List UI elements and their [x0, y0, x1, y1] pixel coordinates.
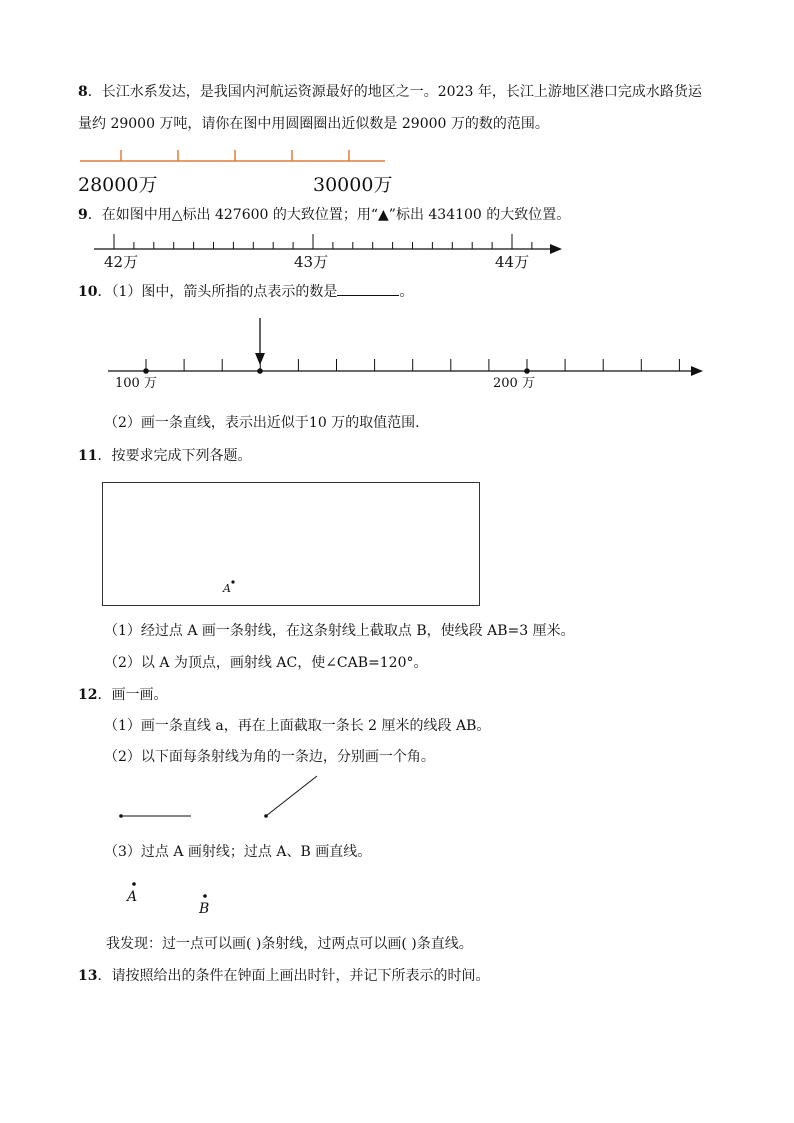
q11-number: 11 [78, 448, 98, 464]
q9-label-42: 42万 [104, 253, 139, 271]
q13-text: ．请按照给出的条件在钟面上画出时针，并记下所表示的时间。 [97, 968, 490, 984]
q13-line [78, 966, 489, 986]
q10-label-200: 200 万 [493, 376, 535, 391]
q12-number: 12 [78, 687, 98, 703]
q8-number: 8 [78, 84, 88, 100]
q12-point-a-dot [132, 882, 136, 886]
q12-point-b-dot [203, 894, 207, 898]
q9-label-44: 44万 [495, 253, 530, 271]
q12-point-a-label: A [127, 889, 138, 905]
q13-number: 13 [78, 968, 98, 984]
q10-text: ．（1）图中，箭头所指的点表示的数是 [97, 284, 338, 300]
q12-point-b-label: B [199, 901, 210, 917]
q10-text-end: 。 [399, 284, 414, 300]
q9-label-43: 43万 [294, 253, 329, 271]
q12-part1: （1）画一条直线 a，再在上面截取一条长 2 厘米的线段 AB。 [104, 718, 491, 734]
q10-number: 10 [78, 284, 98, 300]
q12-ray2 [266, 776, 317, 816]
q12-text: ．画一画。 [97, 687, 168, 703]
q12-part3: （3）过点 A 画射线；过点 A、B 画直线。 [104, 844, 372, 860]
q9-number: 9 [78, 207, 88, 223]
q12-part2: （2）以下面每条射线为角的一条边，分别画一个角。 [104, 749, 435, 765]
q10-part2: （2）画一条直线，表示出近似于10 万的取值范围. [104, 415, 420, 431]
q8-line2: 量约 29000 万吨，请你在图中用圆圈圈出近似数是 29000 万的数的范围。 [78, 116, 549, 132]
q11-part2: （2）以 A 为顶点，画射线 AC，使∠CAB=120°。 [104, 655, 428, 671]
q8-label-left: 28000万 [78, 174, 158, 196]
q8-label-right: 30000万 [313, 174, 393, 196]
q10-label-100: 100 万 [115, 376, 157, 391]
q8-text1: ．长江水系发达，是我国内河航运资源最好的地区之一。2023 年，长江上游地区港口完成水路货运 [87, 84, 702, 100]
q12-discover: 我发现：过一点可以画( )条射线，过两点可以画( )条直线。 [106, 936, 473, 952]
q9-text: ．在如图中用△标出 427600 的大致位置；用“▲”标出 434100 的大致位置。 [87, 207, 571, 223]
q11-point-a-label: A [223, 582, 231, 595]
q11-text: ．按要求完成下列各题。 [97, 448, 252, 464]
q11-part1: （1）经过点 A 画一条射线，在这条射线上截取点 B，使线段 AB=3 厘米。 [104, 623, 575, 639]
